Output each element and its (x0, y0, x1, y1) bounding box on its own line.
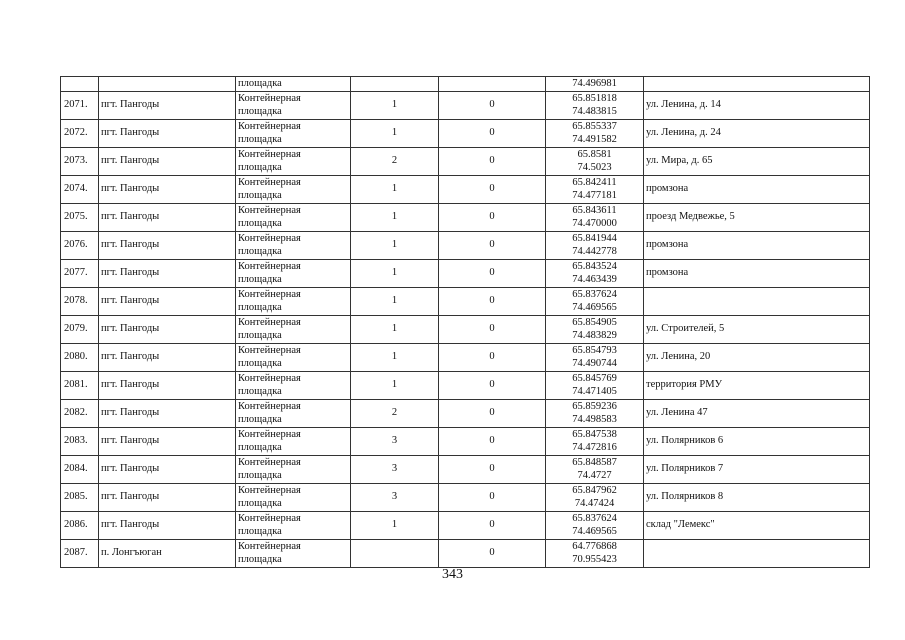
type-line-1: Контейнерная (238, 176, 301, 188)
cell-settlement: пгт. Пангоды (99, 175, 236, 203)
cell-address: склад "Лемекс" (644, 511, 870, 539)
type-line-1: Контейнерная (238, 232, 301, 244)
cell-num: 2079. (61, 315, 99, 343)
cell-settlement: пгт. Пангоды (99, 399, 236, 427)
cell-qty: 1 (351, 175, 439, 203)
cell-address: ул. Мира, д. 65 (644, 147, 870, 175)
cell-type (236, 371, 351, 399)
type-line-1: Контейнерная (238, 484, 301, 496)
type-line-1: Контейнерная (238, 92, 301, 104)
cell-settlement: пгт. Пангоды (99, 427, 236, 455)
coord-lat: 65.841944 (572, 232, 617, 244)
cell-num: 2077. (61, 259, 99, 287)
cell-zero: 0 (439, 91, 546, 119)
type-line-1: Контейнерная (238, 260, 301, 272)
cell-num: 2074. (61, 175, 99, 203)
cell-zero: 0 (439, 175, 546, 203)
table-row (61, 427, 870, 455)
cell-type (236, 455, 351, 483)
coord-lon: 74.470000 (572, 218, 617, 229)
type-line-1: Контейнерная (238, 204, 301, 216)
cell-qty: 2 (351, 147, 439, 175)
type-line-1: Контейнерная (238, 512, 301, 524)
coord-lat: 65.855337 (572, 120, 617, 132)
cell-num: 2076. (61, 231, 99, 259)
coord-lat: 65.843611 (572, 204, 617, 216)
cell-qty: 1 (351, 91, 439, 119)
table-row (61, 287, 870, 315)
cell-qty: 1 (351, 511, 439, 539)
cell-address: ул. Ленина 47 (644, 399, 870, 427)
cell-qty: 3 (351, 483, 439, 511)
type-line-2: площадка (238, 162, 282, 173)
cell-settlement: пгт. Пангоды (99, 119, 236, 147)
cell-settlement: пгт. Пангоды (99, 511, 236, 539)
cell-address (644, 287, 870, 315)
type-line-1: Контейнерная (238, 316, 301, 328)
type-line-2: площадка (238, 358, 282, 369)
coord-lon: 74.442778 (572, 246, 617, 257)
coord-lat: 65.842411 (572, 176, 617, 188)
cell-address: ул. Полярников 8 (644, 483, 870, 511)
coord-lat: 65.854793 (572, 344, 617, 356)
table-row (61, 147, 870, 175)
cell-coordinates (546, 315, 644, 343)
cell-type-tail: площадка (236, 77, 351, 92)
cell-qty: 1 (351, 371, 439, 399)
cell-coord-tail: 74.496981 (546, 77, 644, 92)
cell-coordinates (546, 259, 644, 287)
coord-lon: 74.472816 (572, 442, 617, 453)
cell-address: ул. Полярников 6 (644, 427, 870, 455)
cell-address: проезд Медвежье, 5 (644, 203, 870, 231)
cell-zero: 0 (439, 511, 546, 539)
coord-lon: 74.4727 (577, 470, 612, 481)
cell-type (236, 119, 351, 147)
cell-type (236, 147, 351, 175)
table-row (61, 315, 870, 343)
cell-qty: 1 (351, 119, 439, 147)
cell-settlement: пгт. Пангоды (99, 287, 236, 315)
type-line-2: площадка (238, 498, 282, 509)
cell-num: 2080. (61, 343, 99, 371)
cell-settlement: пгт. Пангоды (99, 91, 236, 119)
cell-type (236, 511, 351, 539)
cell-qty: 1 (351, 259, 439, 287)
coord-lon: 74.490744 (572, 358, 617, 369)
cell-coordinates (546, 539, 644, 567)
type-line-1: Контейнерная (238, 400, 301, 412)
cell-coordinates (546, 203, 644, 231)
cell-qty: 1 (351, 343, 439, 371)
cell-type (236, 259, 351, 287)
page-number: 343 (442, 567, 463, 582)
table-row (61, 483, 870, 511)
cell-qty (351, 539, 439, 567)
cell-coordinates (546, 343, 644, 371)
cell-settlement: пгт. Пангоды (99, 371, 236, 399)
continuation-row (61, 77, 870, 92)
cell-coordinates (546, 147, 644, 175)
cell-address: промзона (644, 175, 870, 203)
cell-settlement: пгт. Пангоды (99, 315, 236, 343)
cell-settlement: пгт. Пангоды (99, 147, 236, 175)
cell-settlement (99, 77, 236, 92)
cell-zero: 0 (439, 315, 546, 343)
type-line-2: площадка (238, 526, 282, 537)
cell-zero: 0 (439, 483, 546, 511)
table-row (61, 399, 870, 427)
container-sites-table (60, 76, 870, 568)
cell-zero: 0 (439, 399, 546, 427)
type-line-1: Контейнерная (238, 148, 301, 160)
cell-num: 2081. (61, 371, 99, 399)
table-row (61, 203, 870, 231)
coord-lon: 74.491582 (572, 134, 617, 145)
cell-qty: 1 (351, 231, 439, 259)
cell-coordinates (546, 175, 644, 203)
type-line-1: Контейнерная (238, 288, 301, 300)
cell-qty: 3 (351, 427, 439, 455)
cell-address: промзона (644, 259, 870, 287)
table-row (61, 259, 870, 287)
cell-qty: 1 (351, 315, 439, 343)
type-line-2: площадка (238, 554, 282, 565)
cell-qty: 1 (351, 203, 439, 231)
cell-num: 2085. (61, 483, 99, 511)
coord-lat: 65.843524 (572, 260, 617, 272)
cell-zero: 0 (439, 147, 546, 175)
cell-zero: 0 (439, 259, 546, 287)
type-line-1: Контейнерная (238, 540, 301, 552)
cell-coordinates (546, 511, 644, 539)
cell-zero: 0 (439, 119, 546, 147)
coord-lon: 74.471405 (572, 386, 617, 397)
type-line-1: Контейнерная (238, 428, 301, 440)
coord-lon: 74.498583 (572, 414, 617, 425)
cell-zero: 0 (439, 427, 546, 455)
table-row (61, 91, 870, 119)
cell-num: 2087. (61, 539, 99, 567)
cell-coordinates (546, 483, 644, 511)
cell-qty: 2 (351, 399, 439, 427)
cell-settlement: пгт. Пангоды (99, 343, 236, 371)
coord-lat: 65.845769 (572, 372, 617, 384)
cell-coordinates (546, 371, 644, 399)
cell-settlement: пгт. Пангоды (99, 455, 236, 483)
type-line-2: площадка (238, 442, 282, 453)
cell-num: 2084. (61, 455, 99, 483)
cell-zero: 0 (439, 343, 546, 371)
cell-num: 2071. (61, 91, 99, 119)
coord-lat: 65.854905 (572, 316, 617, 328)
cell-type (236, 343, 351, 371)
coord-lon: 74.477181 (572, 190, 617, 201)
table-row (61, 539, 870, 567)
cell-type (236, 91, 351, 119)
cell-type (236, 231, 351, 259)
cell-num: 2083. (61, 427, 99, 455)
table-row (61, 343, 870, 371)
cell-qty: 3 (351, 455, 439, 483)
cell-qty: 1 (351, 287, 439, 315)
type-line-2: площадка (238, 302, 282, 313)
cell-num: 2082. (61, 399, 99, 427)
coord-lat: 65.837624 (572, 288, 617, 300)
coord-lon: 70.955423 (572, 554, 617, 565)
cell-settlement: пгт. Пангоды (99, 231, 236, 259)
cell-num: 2086. (61, 511, 99, 539)
cell-coordinates (546, 287, 644, 315)
table-body (61, 77, 870, 568)
type-line-1: Контейнерная (238, 456, 301, 468)
coord-lat: 65.8581 (577, 148, 612, 160)
cell-type (236, 315, 351, 343)
coord-lat: 65.848587 (572, 456, 617, 468)
cell-coordinates (546, 427, 644, 455)
cell-coordinates (546, 119, 644, 147)
cell-num: 2073. (61, 147, 99, 175)
cell-coordinates (546, 399, 644, 427)
type-line-2: площадка (238, 470, 282, 481)
cell-zero: 0 (439, 287, 546, 315)
cell-address: ул. Ленина, 20 (644, 343, 870, 371)
coord-lat: 65.837624 (572, 512, 617, 524)
type-line-2: площадка (238, 190, 282, 201)
table-row (61, 119, 870, 147)
cell-coordinates (546, 455, 644, 483)
cell-type (236, 427, 351, 455)
coord-lat: 65.851818 (572, 92, 617, 104)
cell-address (644, 77, 870, 92)
cell-address: территория РМУ (644, 371, 870, 399)
coord-lon: 74.5023 (577, 162, 612, 173)
type-line-1: Контейнерная (238, 120, 301, 132)
cell-coordinates (546, 231, 644, 259)
cell-settlement: п. Лонгъюган (99, 539, 236, 567)
cell-num: 2075. (61, 203, 99, 231)
cell-num: 2072. (61, 119, 99, 147)
coord-lat: 65.847962 (572, 484, 617, 496)
coord-lat: 65.859236 (572, 400, 617, 412)
cell-zero: 0 (439, 203, 546, 231)
cell-type (236, 287, 351, 315)
cell-address: ул. Строителей, 5 (644, 315, 870, 343)
coord-lat: 64.776868 (572, 540, 617, 552)
cell-address (644, 539, 870, 567)
coord-lon: 74.463439 (572, 274, 617, 285)
cell-zero: 0 (439, 371, 546, 399)
coord-lon: 74.469565 (572, 526, 617, 537)
coord-lon: 74.483829 (572, 330, 617, 341)
cell-settlement: пгт. Пангоды (99, 483, 236, 511)
cell-settlement: пгт. Пангоды (99, 203, 236, 231)
cell-type (236, 399, 351, 427)
cell-address: ул. Полярников 7 (644, 455, 870, 483)
cell-address: промзона (644, 231, 870, 259)
type-line-1: Контейнерная (238, 344, 301, 356)
coord-lon: 74.47424 (574, 498, 615, 509)
table-row (61, 175, 870, 203)
type-line-2: площадка (238, 274, 282, 285)
type-line-2: площадка (238, 246, 282, 257)
cell-zero: 0 (439, 539, 546, 567)
cell-settlement: пгт. Пангоды (99, 259, 236, 287)
cell-zero: 0 (439, 455, 546, 483)
coord-lat: 65.847538 (572, 428, 617, 440)
type-line-2: площадка (238, 386, 282, 397)
type-line-1: Контейнерная (238, 372, 301, 384)
cell-qty (351, 77, 439, 92)
cell-num: 2078. (61, 287, 99, 315)
type-line-2: площадка (238, 134, 282, 145)
cell-type (236, 539, 351, 567)
type-line-2: площадка (238, 218, 282, 229)
coord-lon: 74.469565 (572, 302, 617, 313)
cell-zero (439, 77, 546, 92)
cell-type (236, 175, 351, 203)
table-row (61, 455, 870, 483)
type-line-2: площадка (238, 414, 282, 425)
cell-type (236, 203, 351, 231)
table-row (61, 511, 870, 539)
coord-lon: 74.483815 (572, 106, 617, 117)
cell-coordinates (546, 91, 644, 119)
cell-address: ул. Ленина, д. 14 (644, 91, 870, 119)
type-line-2: площадка (238, 330, 282, 341)
cell-zero: 0 (439, 231, 546, 259)
table-row (61, 231, 870, 259)
cell-num (61, 77, 99, 92)
table-row (61, 371, 870, 399)
cell-address: ул. Ленина, д. 24 (644, 119, 870, 147)
type-line-2: площадка (238, 106, 282, 117)
cell-type (236, 483, 351, 511)
